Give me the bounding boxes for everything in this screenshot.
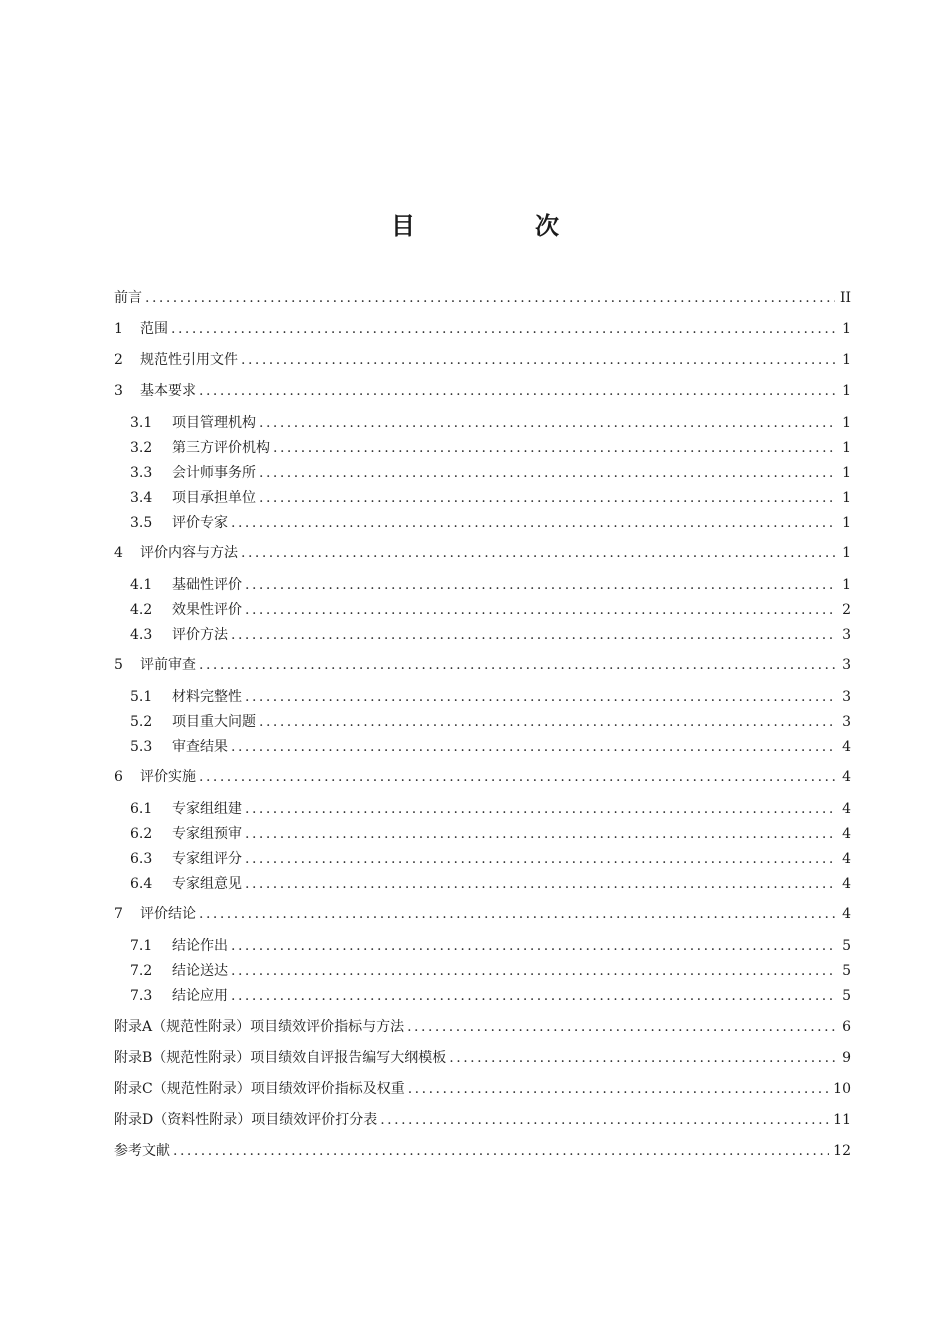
toc-entry-page: 9 bbox=[842, 1050, 851, 1066]
toc-leader-dots bbox=[145, 287, 835, 309]
toc-entry-page: 1 bbox=[842, 577, 851, 593]
toc-leader-dots bbox=[259, 462, 835, 484]
toc-leader-dots bbox=[173, 1140, 829, 1162]
toc-entry-page: 3 bbox=[842, 627, 851, 643]
toc-entry-label: 附录D（资料性附录）项目绩效评价打分表 bbox=[114, 1112, 378, 1128]
toc-entry-number: 7.1 bbox=[130, 938, 153, 954]
toc-entry-label: 项目管理机构 bbox=[172, 415, 256, 431]
toc-entry-page: 4 bbox=[842, 801, 851, 817]
toc-entry-label: 范围 bbox=[140, 321, 168, 337]
toc-entry-label: 评价结论 bbox=[140, 906, 196, 922]
toc-entry-page: 4 bbox=[842, 739, 851, 755]
toc-entry-label: 项目承担单位 bbox=[172, 490, 256, 506]
toc-entry[interactable] bbox=[114, 798, 851, 820]
toc-entry-number: 6.3 bbox=[130, 851, 153, 867]
toc-leader-dots bbox=[259, 711, 835, 733]
toc-leader-dots bbox=[199, 380, 835, 402]
toc-entry-number: 3.1 bbox=[130, 415, 153, 431]
toc-entry-page: 6 bbox=[842, 1019, 851, 1035]
toc-leader-dots bbox=[245, 599, 835, 621]
toc-entry[interactable] bbox=[114, 1078, 851, 1100]
toc-leader-dots bbox=[449, 1047, 835, 1069]
toc-entry-label: 结论送达 bbox=[172, 963, 228, 979]
toc-entry-number: 6.2 bbox=[130, 826, 153, 842]
toc-entry-page: 3 bbox=[842, 689, 851, 705]
toc-leader-dots bbox=[231, 512, 835, 534]
toc-leader-dots bbox=[408, 1078, 829, 1100]
toc-entry-page: 1 bbox=[842, 545, 851, 561]
toc-leader-dots bbox=[199, 903, 835, 925]
toc-entry[interactable] bbox=[114, 542, 851, 564]
toc-leader-dots bbox=[273, 437, 835, 459]
toc-entry[interactable] bbox=[114, 711, 851, 733]
toc-leader-dots bbox=[245, 574, 835, 596]
toc-entry[interactable] bbox=[114, 437, 851, 459]
toc-entry-label: 评价实施 bbox=[140, 769, 196, 785]
toc-entry[interactable] bbox=[114, 624, 851, 646]
toc-entry-page: 4 bbox=[842, 826, 851, 842]
toc-entry-number: 4.2 bbox=[130, 602, 153, 618]
toc-leader-dots bbox=[171, 318, 835, 340]
toc-leader-dots bbox=[231, 624, 835, 646]
toc-entry-label: 专家组预审 bbox=[172, 826, 242, 842]
page-title: 目 次 bbox=[391, 212, 607, 240]
toc-leader-dots bbox=[245, 823, 835, 845]
toc-entry-label: 附录A（规范性附录）项目绩效评价指标与方法 bbox=[114, 1019, 405, 1035]
toc-entry-label: 结论应用 bbox=[172, 988, 228, 1004]
toc-entry-number: 5.1 bbox=[130, 689, 153, 705]
toc-entry-page: 4 bbox=[842, 769, 851, 785]
toc-entry[interactable] bbox=[114, 512, 851, 534]
toc-entry[interactable] bbox=[114, 574, 851, 596]
toc-entry[interactable] bbox=[114, 318, 851, 340]
toc-entry-label: 评价方法 bbox=[172, 627, 228, 643]
toc-entry-label: 项目重大问题 bbox=[172, 714, 256, 730]
toc-entry-label: 评价内容与方法 bbox=[140, 545, 238, 561]
toc-entry-page: 5 bbox=[842, 963, 851, 979]
toc-entry-page: 11 bbox=[833, 1112, 851, 1128]
toc-entry-label: 材料完整性 bbox=[172, 689, 242, 705]
toc-entry[interactable] bbox=[114, 985, 851, 1007]
toc-entry-page: 1 bbox=[842, 440, 851, 456]
toc-entry-page: 1 bbox=[842, 490, 851, 506]
toc-entry[interactable] bbox=[114, 412, 851, 434]
toc-leader-dots bbox=[245, 848, 835, 870]
toc-entry[interactable] bbox=[114, 686, 851, 708]
toc-entry-page: 10 bbox=[833, 1081, 851, 1097]
toc-entry-page: 1 bbox=[842, 465, 851, 481]
toc-entry-label: 专家组意见 bbox=[172, 876, 242, 892]
toc-entry-number: 6.1 bbox=[130, 801, 153, 817]
toc-entry[interactable] bbox=[114, 848, 851, 870]
toc-entry[interactable] bbox=[114, 935, 851, 957]
toc-entry[interactable] bbox=[114, 1047, 851, 1069]
toc-entry[interactable] bbox=[114, 873, 851, 895]
toc-entry-number: 4 bbox=[114, 545, 123, 561]
toc-entry[interactable] bbox=[114, 380, 851, 402]
toc-entry-number: 3 bbox=[114, 383, 123, 399]
toc-entry-number: 5.2 bbox=[130, 714, 153, 730]
toc-entry-label: 效果性评价 bbox=[172, 602, 242, 618]
toc-entry-number: 3.2 bbox=[130, 440, 153, 456]
toc-entry-label: 评价专家 bbox=[172, 515, 228, 531]
toc-leader-dots bbox=[245, 686, 835, 708]
toc-leader-dots bbox=[241, 542, 835, 564]
toc-leader-dots bbox=[231, 935, 835, 957]
toc-entry-page: 1 bbox=[842, 515, 851, 531]
toc-entry-page: 4 bbox=[842, 876, 851, 892]
toc-entry-number: 5.3 bbox=[130, 739, 153, 755]
toc-entry-label: 前言 bbox=[114, 290, 142, 306]
toc-entry-page: 12 bbox=[833, 1143, 851, 1159]
toc-leader-dots bbox=[407, 1016, 835, 1038]
toc-entry[interactable] bbox=[114, 960, 851, 982]
toc-entry[interactable] bbox=[114, 766, 851, 788]
toc-entry-page: 1 bbox=[842, 383, 851, 399]
toc-leader-dots bbox=[231, 985, 835, 1007]
toc-entry-page: 4 bbox=[842, 906, 851, 922]
toc-entry-label: 基础性评价 bbox=[172, 577, 242, 593]
toc-entry[interactable] bbox=[114, 487, 851, 509]
toc-entry-label: 规范性引用文件 bbox=[140, 352, 238, 368]
toc-entry-page: II bbox=[839, 290, 851, 306]
toc-entry-page: 5 bbox=[842, 938, 851, 954]
toc-entry-number: 7 bbox=[114, 906, 123, 922]
toc-entry-page: 1 bbox=[842, 415, 851, 431]
toc-leader-dots bbox=[245, 798, 835, 820]
toc-entry-label: 评前审查 bbox=[140, 657, 196, 673]
toc-entry-label: 附录B（规范性附录）项目绩效自评报告编写大纲模板 bbox=[114, 1050, 447, 1066]
toc-entry[interactable] bbox=[114, 736, 851, 758]
toc-leader-dots bbox=[231, 960, 835, 982]
toc-leader-dots bbox=[380, 1109, 829, 1131]
toc-entry-label: 会计师事务所 bbox=[172, 465, 256, 481]
toc-entry-label: 基本要求 bbox=[140, 383, 196, 399]
toc-entry-label: 专家组评分 bbox=[172, 851, 242, 867]
toc-entry-number: 2 bbox=[114, 352, 123, 368]
toc-leader-dots bbox=[245, 873, 835, 895]
toc-entry-label: 结论作出 bbox=[172, 938, 228, 954]
toc-entry-page: 3 bbox=[842, 657, 851, 673]
toc-entry-number: 1 bbox=[114, 321, 123, 337]
toc-entry-page: 4 bbox=[842, 851, 851, 867]
toc-entry[interactable] bbox=[114, 599, 851, 621]
toc-entry-label: 附录C（规范性附录）项目绩效评价指标及权重 bbox=[114, 1081, 405, 1097]
toc-entry[interactable] bbox=[114, 903, 851, 925]
toc-entry-number: 6 bbox=[114, 769, 123, 785]
toc-leader-dots bbox=[241, 349, 835, 371]
toc-entry-number: 3.4 bbox=[130, 490, 153, 506]
toc-entry-number: 6.4 bbox=[130, 876, 153, 892]
toc-entry-page: 1 bbox=[842, 321, 851, 337]
toc-entry[interactable] bbox=[114, 1140, 851, 1162]
toc-entry-number: 7.2 bbox=[130, 963, 153, 979]
toc-entry-number: 3.5 bbox=[130, 515, 153, 531]
toc-entry-page: 3 bbox=[842, 714, 851, 730]
toc-entry-label: 审查结果 bbox=[172, 739, 228, 755]
toc-entry-page: 1 bbox=[842, 352, 851, 368]
toc-leader-dots bbox=[259, 487, 835, 509]
toc-entry-number: 4.1 bbox=[130, 577, 153, 593]
toc-entry-page: 5 bbox=[842, 988, 851, 1004]
toc-entry-number: 3.3 bbox=[130, 465, 153, 481]
toc-entry[interactable] bbox=[114, 654, 851, 676]
toc-entry[interactable] bbox=[114, 1109, 851, 1131]
toc-entry-number: 7.3 bbox=[130, 988, 153, 1004]
toc-entry[interactable] bbox=[114, 287, 851, 309]
toc-entry-page: 2 bbox=[842, 602, 851, 618]
toc-entry[interactable] bbox=[114, 349, 851, 371]
toc-entry-label: 参考文献 bbox=[114, 1143, 170, 1159]
toc-leader-dots bbox=[199, 654, 835, 676]
toc-entry[interactable] bbox=[114, 1016, 851, 1038]
toc-entry[interactable] bbox=[114, 823, 851, 845]
toc-entry-number: 4.3 bbox=[130, 627, 153, 643]
toc-leader-dots bbox=[199, 766, 835, 788]
toc-leader-dots bbox=[231, 736, 835, 758]
toc-entry-label: 专家组组建 bbox=[172, 801, 242, 817]
toc-entry-number: 5 bbox=[114, 657, 123, 673]
toc-entry[interactable] bbox=[114, 462, 851, 484]
toc-entry-label: 第三方评价机构 bbox=[172, 440, 270, 456]
toc-leader-dots bbox=[259, 412, 835, 434]
